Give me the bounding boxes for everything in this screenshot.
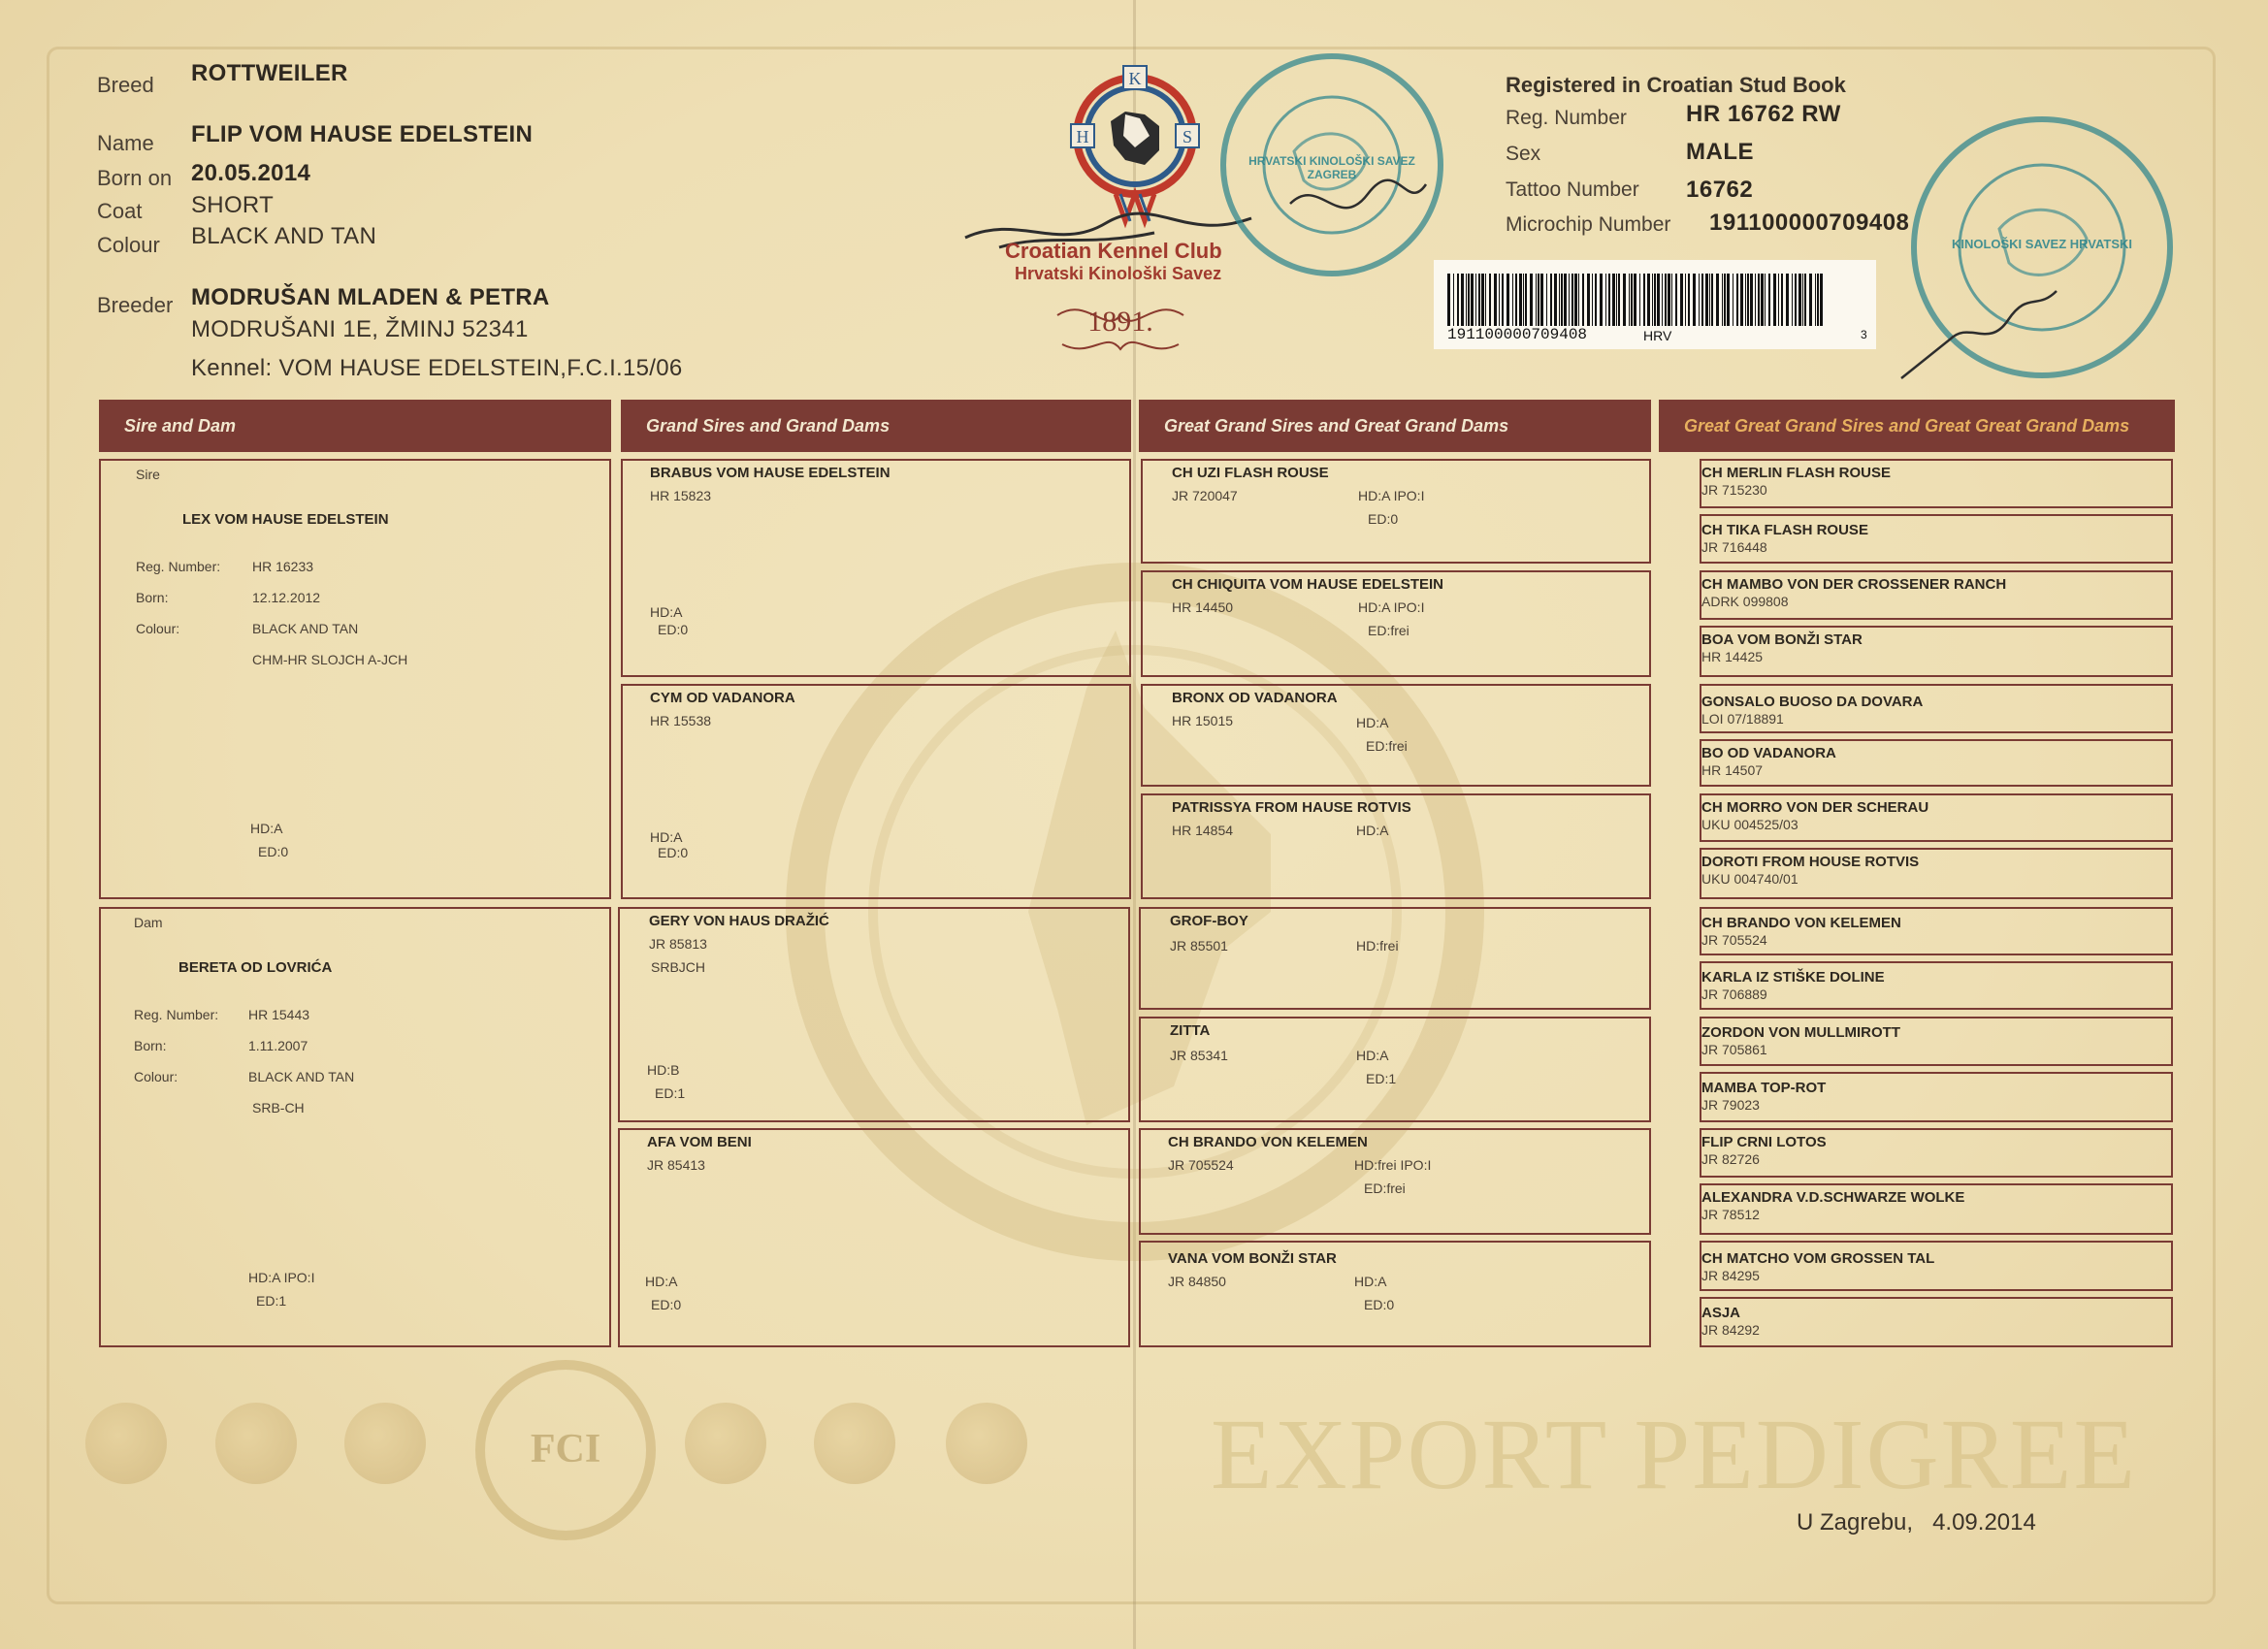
ggp-hd: HD:A — [1354, 1274, 1387, 1289]
tattoo-value: 16762 — [1686, 177, 1754, 203]
barcode-bar — [1494, 274, 1497, 326]
barcode-label — [1434, 260, 1876, 349]
gggp-reg: JR 715230 — [1701, 482, 1767, 498]
ggg-box — [1700, 570, 2173, 620]
sire-title: CHM-HR SLOJCH A-JCH — [252, 652, 408, 667]
grandparent-box — [618, 1128, 1130, 1347]
name-value: FLIP VOM HAUSE EDELSTEIN — [191, 121, 534, 147]
logo-letter-k: K — [1128, 69, 1142, 88]
barcode-bar — [1502, 274, 1504, 326]
barcode-bar — [1820, 274, 1823, 326]
header-grand: Grand Sires and Grand Dams — [621, 400, 1131, 452]
ggp-reg: HR 14854 — [1172, 823, 1234, 838]
barcode-bar — [1652, 274, 1653, 326]
barcode-bar — [1612, 274, 1615, 326]
gggp-name: GONSALO BUOSO DA DOVARA — [1701, 694, 1924, 710]
breed-label: Breed — [97, 73, 154, 97]
gp-ed: ED:0 — [658, 845, 689, 860]
ggp-hd: HD:A — [1356, 715, 1389, 730]
ggg-box — [1700, 1072, 2173, 1122]
barcode-bar — [1499, 274, 1500, 326]
ggp-hd: HD:A — [1356, 1048, 1389, 1063]
ggp-ed: ED:0 — [1368, 511, 1399, 527]
colour-value: BLACK AND TAN — [191, 223, 377, 249]
dam-reg-label: Reg. Number: — [134, 1007, 219, 1022]
ggp-name: GROF-BOY — [1170, 913, 1248, 929]
barcode-bar — [1736, 274, 1738, 326]
coat-label: Coat — [97, 199, 143, 223]
gggp-reg: JR 705861 — [1701, 1042, 1767, 1057]
great-grandparent-box — [1139, 1017, 1651, 1122]
barcode-bar — [1595, 274, 1597, 326]
ggg-box — [1700, 739, 2173, 787]
sire-born-label: Born: — [136, 590, 169, 605]
gp-ed: ED:1 — [655, 1085, 686, 1101]
barcode-digit: 3 — [1861, 328, 1867, 341]
reg-number-label: Reg. Number — [1506, 107, 1627, 129]
barcode-bar — [1478, 274, 1480, 326]
barcode-bar — [1536, 274, 1537, 326]
ggp-reg: HR 15015 — [1172, 713, 1234, 728]
barcode-bar — [1711, 274, 1713, 326]
breed-value: ROTTWEILER — [191, 60, 348, 86]
gggp-name: DOROTI FROM HOUSE ROTVIS — [1701, 854, 1920, 870]
seal-emblem — [344, 1403, 426, 1484]
barcode-bar — [1750, 274, 1753, 326]
gp-hd: HD:A — [645, 1274, 678, 1289]
barcode-bar — [1745, 274, 1746, 326]
gggp-reg: JR 78512 — [1701, 1207, 1760, 1222]
logo-letter-h: H — [1076, 127, 1089, 146]
ggp-reg: JR 720047 — [1172, 488, 1238, 503]
barcode-bar — [1634, 274, 1636, 326]
ggp-name: BRONX OD VADANORA — [1172, 690, 1338, 706]
barcode-bar — [1792, 274, 1793, 326]
seal-emblem — [946, 1403, 1027, 1484]
barcode-bar — [1519, 274, 1522, 326]
barcode-bar — [1457, 274, 1459, 326]
great-grandparent-box — [1139, 907, 1651, 1010]
grandparent-box — [621, 684, 1131, 899]
barcode-bar — [1561, 274, 1563, 326]
gp-reg: JR 85813 — [649, 936, 707, 952]
ggp-reg: JR 85341 — [1170, 1048, 1228, 1063]
barcode-bar — [1671, 274, 1672, 326]
ggp-reg: HR 14450 — [1172, 599, 1234, 615]
barcode-bar — [1546, 274, 1547, 326]
seal-emblem — [85, 1403, 167, 1484]
sex-label: Sex — [1506, 143, 1541, 165]
barcode-bar — [1485, 274, 1486, 326]
ggp-name: CH CHIQUITA VOM HAUSE EDELSTEIN — [1172, 576, 1444, 593]
dam-colour-label: Colour: — [134, 1069, 178, 1084]
gggp-reg: JR 79023 — [1701, 1097, 1760, 1113]
great-grandparent-box — [1141, 459, 1651, 564]
barcode-bar — [1540, 274, 1543, 326]
gggp-name: ASJA — [1701, 1305, 1741, 1321]
dam-box — [99, 907, 611, 1347]
ggg-box — [1700, 1183, 2173, 1235]
seal-emblem — [215, 1403, 297, 1484]
barcode-bar — [1699, 274, 1700, 326]
barcode-bar — [1802, 274, 1803, 326]
barcode-bar — [1795, 274, 1797, 326]
barcode-bar — [1525, 274, 1527, 326]
gggp-reg: JR 705524 — [1701, 932, 1767, 948]
barcode-bar — [1701, 274, 1703, 326]
gggp-name: CH MERLIN FLASH ROUSE — [1701, 465, 1891, 481]
barcode-bar — [1722, 274, 1723, 326]
ggp-ed: ED:frei — [1364, 1180, 1406, 1196]
great-grandparent-box — [1139, 1241, 1651, 1347]
gp-name: AFA VOM BENI — [647, 1134, 752, 1150]
fci-text: FCI — [530, 1427, 601, 1471]
barcode-bar — [1755, 274, 1756, 326]
gp-name: BRABUS VOM HAUSE EDELSTEIN — [650, 465, 891, 481]
signature-2 — [1280, 165, 1436, 242]
gggp-name: CH MATCHO VOM GROSSEN TAL — [1701, 1250, 1935, 1267]
ggg-box — [1700, 514, 2173, 564]
barcode-bar — [1657, 274, 1660, 326]
gggp-name: CH MORRO VON DER SCHERAU — [1701, 799, 1929, 816]
gggp-reg: LOI 07/18891 — [1701, 711, 1784, 727]
barcode-bar — [1665, 274, 1667, 326]
great-grandparent-box — [1141, 684, 1651, 787]
barcode-bar — [1559, 274, 1560, 326]
barcode-bar — [1765, 274, 1766, 326]
chip-label: Microchip Number — [1506, 213, 1671, 236]
barcode-bar — [1778, 274, 1779, 326]
gggp-name: KARLA IZ STIŠKE DOLINE — [1701, 969, 1885, 986]
barcode-bar — [1538, 274, 1539, 326]
gp-reg: JR 85413 — [647, 1157, 705, 1173]
sire-reg: HR 16233 — [252, 559, 314, 574]
gggp-name: ALEXANDRA V.D.SCHWARZE WOLKE — [1701, 1189, 1965, 1206]
dam-ed: ED:1 — [256, 1293, 287, 1309]
barcode-bar — [1647, 274, 1650, 326]
issue-place-date: U Zagrebu, 4.09.2014 — [1797, 1509, 2036, 1536]
stamp-2-text: KINOLOŠKI SAVEZ HRVATSKI — [1951, 237, 2133, 251]
barcode-bar — [1515, 274, 1517, 326]
fci-seal — [475, 1360, 656, 1540]
ggg-box — [1700, 1297, 2173, 1347]
barcode-bar — [1587, 274, 1590, 326]
ggg-box — [1700, 907, 2173, 955]
gggp-reg: UKU 004525/03 — [1701, 817, 1798, 832]
barcode-bar — [1815, 274, 1816, 326]
name-label: Name — [97, 131, 154, 155]
barcode-bar — [1662, 274, 1663, 326]
barcode-bar — [1592, 274, 1593, 326]
gp-reg: HR 15823 — [650, 488, 712, 503]
barcode-bar — [1571, 274, 1573, 326]
barcode-bar — [1643, 274, 1645, 326]
ggp-hd: HD:frei — [1356, 938, 1399, 954]
barcode-bar — [1481, 274, 1484, 326]
breeder-address: MODRUŠANI 1E, ŽMINJ 52341 — [191, 316, 529, 342]
registration-title: Registered in Croatian Stud Book — [1506, 73, 1846, 97]
barcode-bar — [1569, 274, 1570, 326]
born-value: 20.05.2014 — [191, 160, 311, 186]
ggg-box — [1700, 848, 2173, 899]
barcode-bar — [1489, 274, 1491, 326]
kennel-value: Kennel: VOM HAUSE EDELSTEIN,F.C.I.15/06 — [191, 355, 683, 381]
dam-born-label: Born: — [134, 1038, 167, 1053]
gp-extra: SRBJCH — [651, 959, 706, 975]
grandparent-box — [621, 459, 1131, 677]
barcode-bar — [1578, 274, 1579, 326]
ggg-box — [1700, 684, 2173, 733]
barcode-bar — [1668, 274, 1670, 326]
barcode-bar — [1618, 274, 1620, 326]
ggp-reg: JR 84850 — [1168, 1274, 1226, 1289]
barcode-bar — [1786, 274, 1789, 326]
barcode-bar — [1475, 274, 1476, 326]
colour-label: Colour — [97, 233, 160, 257]
chip-value: 191100000709408 — [1709, 210, 1910, 236]
breeder-value: MODRUŠAN MLADEN & PETRA — [191, 284, 550, 310]
seal-emblem — [685, 1403, 766, 1484]
gp-reg: HR 15538 — [650, 713, 712, 728]
barcode-text: 191100000709408 — [1447, 326, 1588, 343]
sire-colour: BLACK AND TAN — [252, 621, 359, 636]
sex-value: MALE — [1686, 139, 1754, 165]
ggp-name: VANA VOM BONŽI STAR — [1168, 1250, 1337, 1267]
gggp-reg: JR 716448 — [1701, 539, 1767, 555]
barcode-bar — [1709, 274, 1710, 326]
barcode-bar — [1453, 274, 1454, 326]
gggp-name: BOA VOM BONŽI STAR — [1701, 631, 1863, 648]
sire-reg-label: Reg. Number: — [136, 559, 221, 574]
barcode-country: HRV — [1643, 328, 1672, 343]
barcode-bar — [1447, 274, 1450, 326]
barcode-bar — [1512, 274, 1513, 326]
gggp-name: CH TIKA FLASH ROUSE — [1701, 522, 1868, 538]
gggp-name: CH MAMBO VON DER CROSSENER RANCH — [1701, 576, 2007, 593]
gp-ed: ED:0 — [658, 622, 689, 637]
barcode-bar — [1747, 274, 1749, 326]
reg-number-value: HR 16762 RW — [1686, 101, 1841, 127]
gp-hd: HD:A — [650, 604, 683, 620]
signature-3 — [1892, 281, 2066, 388]
club-year: 1891. — [1087, 306, 1153, 338]
barcode-bar — [1727, 274, 1730, 326]
barcode-bar — [1608, 274, 1610, 326]
gggp-name: BO OD VADANORA — [1701, 745, 1836, 761]
barcode-bar — [1675, 274, 1677, 326]
dam-hd: HD:A IPO:I — [248, 1270, 315, 1285]
year-ornament — [1048, 296, 1193, 364]
barcode-bar — [1574, 274, 1577, 326]
grandparent-box — [618, 907, 1130, 1122]
gp-hd: HD:B — [647, 1062, 680, 1078]
gp-ed: ED:0 — [651, 1297, 682, 1312]
barcode-bar — [1605, 274, 1606, 326]
gggp-name: MAMBA TOP-ROT — [1701, 1080, 1827, 1096]
dam-born: 1.11.2007 — [248, 1038, 308, 1053]
barcode-bar — [1582, 274, 1584, 326]
dam-colour: BLACK AND TAN — [248, 1069, 355, 1084]
gp-name: GERY VON HAUS DRAŽIĆ — [649, 913, 829, 929]
barcode-bar — [1461, 274, 1464, 326]
barcode-bar — [1550, 274, 1552, 326]
barcode-bar — [1680, 274, 1683, 326]
barcode-bar — [1468, 274, 1470, 326]
dam-reg: HR 15443 — [248, 1007, 310, 1022]
barcode-bar — [1773, 274, 1776, 326]
sire-colour-label: Colour: — [136, 621, 180, 636]
ggp-hd: HD:frei IPO:I — [1354, 1157, 1432, 1173]
ggg-box — [1700, 793, 2173, 842]
gggp-reg: JR 84295 — [1701, 1268, 1760, 1283]
barcode-bar — [1530, 274, 1533, 326]
ggp-hd: HD:A — [1356, 823, 1389, 838]
barcode-bar — [1693, 274, 1696, 326]
ggp-ed: ED:0 — [1364, 1297, 1395, 1312]
barcode-bar — [1705, 274, 1708, 326]
club-name: Croatian Kennel Club — [1005, 239, 1222, 263]
ggp-name: CH BRANDO VON KELEMEN — [1168, 1134, 1368, 1150]
ggg-box — [1700, 1241, 2173, 1291]
dam-title: SRB-CH — [252, 1100, 305, 1116]
ggg-box — [1700, 961, 2173, 1010]
barcode-bar — [1629, 274, 1630, 326]
breeder-label: Breeder — [97, 293, 174, 317]
barcode-bar — [1798, 274, 1801, 326]
barcode-bar — [1654, 274, 1656, 326]
barcode-bar — [1507, 274, 1509, 326]
stamp-1-text: HRVATSKI KINOLOŠKI SAVEZ ZAGREB — [1248, 154, 1415, 181]
barcode-bar — [1685, 274, 1686, 326]
barcode-bar — [1471, 274, 1474, 326]
barcode-bar — [1809, 274, 1812, 326]
gggp-name: CH BRANDO VON KELEMEN — [1701, 915, 1901, 931]
barcode-bar — [1758, 274, 1760, 326]
tattoo-label: Tattoo Number — [1506, 178, 1639, 201]
great-grandparent-box — [1141, 793, 1651, 899]
barcode-bar — [1616, 274, 1617, 326]
dam-name: BERETA OD LOVRIĆA — [178, 959, 333, 976]
gggp-reg: JR 84292 — [1701, 1322, 1760, 1338]
great-grandparent-box — [1141, 570, 1651, 677]
club-name-local: Hrvatski Kinološki Savez — [1015, 264, 1222, 283]
barcode-bar — [1761, 274, 1764, 326]
barcode-bars — [1447, 274, 1826, 326]
logo-letter-s: S — [1182, 127, 1193, 146]
ggp-name: ZITTA — [1170, 1022, 1211, 1039]
ggp-hd: HD:A IPO:I — [1358, 488, 1425, 503]
barcode-bar — [1804, 274, 1806, 326]
seal-emblem — [814, 1403, 895, 1484]
header-sire-dam: Sire and Dam — [99, 400, 611, 452]
barcode-bar — [1631, 274, 1633, 326]
gggp-reg: UKU 004740/01 — [1701, 871, 1798, 887]
sire-hd: HD:A — [250, 821, 283, 836]
ggg-box — [1700, 1128, 2173, 1178]
barcode-bar — [1768, 274, 1770, 326]
barcode-bar — [1600, 274, 1603, 326]
ggp-reg: JR 705524 — [1168, 1157, 1234, 1173]
barcode-bar — [1466, 274, 1467, 326]
header-great-great-grand: Great Great Grand Sires and Great Great Grand Dams — [1659, 400, 2175, 452]
ggp-ed: ED:1 — [1366, 1071, 1397, 1086]
barcode-bar — [1724, 274, 1726, 326]
export-pedigree-title: EXPORT PEDIGREE — [1211, 1399, 2137, 1510]
ggp-ed: ED:frei — [1368, 623, 1409, 638]
barcode-bar — [1639, 274, 1640, 326]
gggp-reg: ADRK 099808 — [1701, 594, 1789, 609]
barcode-bar — [1623, 274, 1626, 326]
sire-born: 12.12.2012 — [252, 590, 321, 605]
coat-value: SHORT — [191, 192, 275, 218]
header-great-grand: Great Grand Sires and Great Grand Dams — [1139, 400, 1651, 452]
sire-ed: ED:0 — [258, 844, 289, 859]
ggg-box — [1700, 1017, 2173, 1066]
sire-role: Sire — [136, 467, 160, 482]
barcode-bar — [1564, 274, 1567, 326]
born-label: Born on — [97, 166, 173, 190]
barcode-bar — [1740, 274, 1743, 326]
ggp-hd: HD:A IPO:I — [1358, 599, 1425, 615]
barcode-bar — [1523, 274, 1524, 326]
great-grandparent-box — [1139, 1128, 1651, 1235]
barcode-bar — [1716, 274, 1719, 326]
sire-name: LEX VOM HAUSE EDELSTEIN — [182, 511, 389, 528]
gggp-reg: HR 14425 — [1701, 649, 1764, 664]
barcode-bar — [1688, 274, 1690, 326]
ggp-name: CH UZI FLASH ROUSE — [1172, 465, 1329, 481]
barcode-bar — [1817, 274, 1819, 326]
ggp-reg: JR 85501 — [1170, 938, 1228, 954]
dam-role: Dam — [134, 915, 163, 930]
barcode-bar — [1781, 274, 1783, 326]
ggp-name: PATRISSYA FROM HAUSE ROTVIS — [1172, 799, 1411, 816]
gggp-reg: JR 706889 — [1701, 986, 1767, 1002]
sire-box — [99, 459, 611, 899]
ggp-ed: ED:frei — [1366, 738, 1408, 754]
ggg-box — [1700, 626, 2173, 677]
gggp-name: FLIP CRNI LOTOS — [1701, 1134, 1827, 1150]
gggp-name: ZORDON VON MULLMIROTT — [1701, 1024, 1900, 1041]
ggg-box — [1700, 459, 2173, 508]
gggp-reg: HR 14507 — [1701, 762, 1764, 778]
gp-name: CYM OD VADANORA — [650, 690, 795, 706]
gggp-reg: JR 82726 — [1701, 1151, 1760, 1167]
barcode-bar — [1554, 274, 1557, 326]
gp-hd: HD:A — [650, 829, 683, 845]
